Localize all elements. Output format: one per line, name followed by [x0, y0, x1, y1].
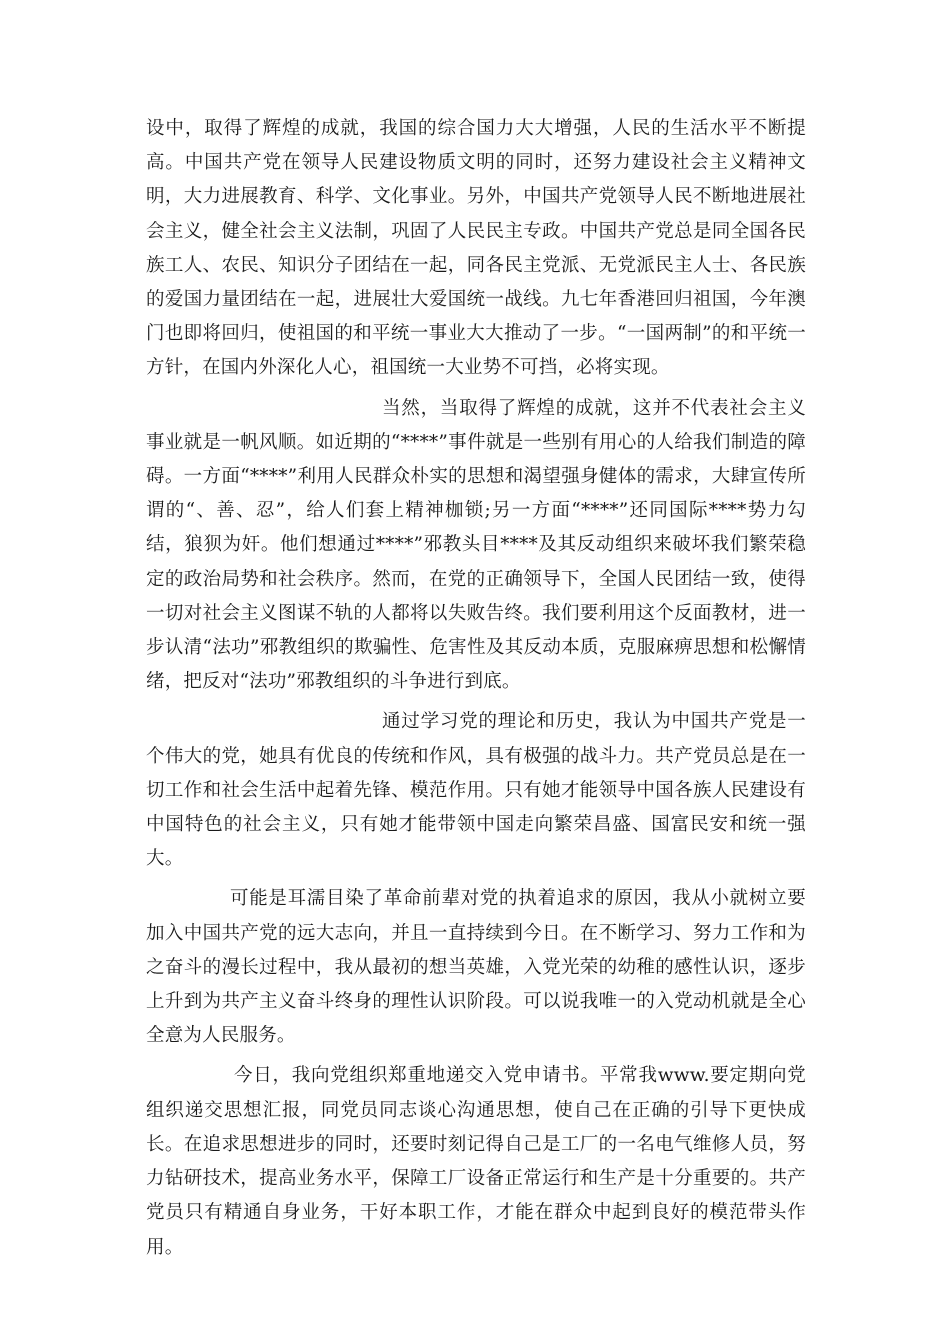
paragraph-3: 通过学习党的理论和历史，我认为中国共产党是一个伟大的党，她具有优良的传统和作风，具有极强的战斗力。共产党员总是在一切工作和社会生活中起着先锋、模范作用。只有她才能领导中国各族人民建设有中国特色的社会主义，只有她才能带领中国走向繁荣昌盛、国富民安和统一强大。 — [146, 711, 806, 870]
paragraph-2: 当然，当取得了辉煌的成就，这并不代表社会主义事业就是一帆风顺。如近期的“****”事件就是一些别有用心的人给我们制造的障碍。一方面“****”利用人民群众朴实的思想和渴望强身健体的需求，大肆宣传所谓的“、善、忍”，给人们套上精神枷锁;另一方面“****”还同国际****势力勾结，狼狈为奸。他们想通过****”邪教头目****及其反动组织来破坏我们繁荣稳定的政治局势和社会秩序。然而，在党的正确领导下，全国人民团结一致，使得一切对社会主义图谋不轨的人都将以失败告终。我们要利用这个反面教材，进一步认清“法功”邪教组织的欺骗性、危害性及其反动本质，克服麻痹思想和松懈情绪，把反对“法功”邪教组织的斗争进行到底。 — [146, 397, 806, 693]
paragraph-1: 设中，取得了辉煌的成就，我国的综合国力大大增强，人民的生活水平不断提高。中国共产党在领导人民建设物质文明的同时，还努力建设社会主义精神文明，大力进展教育、科学、文化事业。另外，中国共产党领导人民不断地进展社会主义，健全社会主义法制，巩固了人民民主专政。中国共产党总是同全国各民族工人、农民、知识分子团结在一起，同各民主党派、无党派民主人士、各民族的爱国力量团结在一起，进展壮大爱国统一战线。九七年香港回归祖国，今年澳门也即将回归，使祖国的和平统一事业大大推动了一步。“一国两制”的和平统一方针，在国内外深化人心，祖国统一大业势不可挡，必将实现。 — [146, 118, 806, 379]
paragraph-5: 今日，我向党组织郑重地递交入党申请书。平常我www.要定期向党组织递交思想汇报，同党员同志谈心沟通思想，使自己在正确的引导下更快成长。在追求思想进步的同时，还要时刻记得自己是工厂的一名电气维修人员，努力钻研技术，提高业务水平，保障工厂设备正常运行和生产是十分重要的。共产党员只有精通自身业务，干好本职工作，才能在群众中起到良好的模范带头作用。 — [146, 1065, 806, 1258]
paragraph-4: 可能是耳濡目染了革命前辈对党的执着追求的原因，我从小就树立要加入中国共产党的远大志向，并且一直持续到今日。在不断学习、努力工作和为之奋斗的漫长过程中，我从最初的想当英雄，入党光荣的幼稚的感性认识，逐步上升到为共产主义奋斗终身的理性认识阶段。可以说我唯一的入党动机就是全心全意为人民服务。 — [146, 888, 806, 1047]
document-body — [146, 112, 806, 1265]
